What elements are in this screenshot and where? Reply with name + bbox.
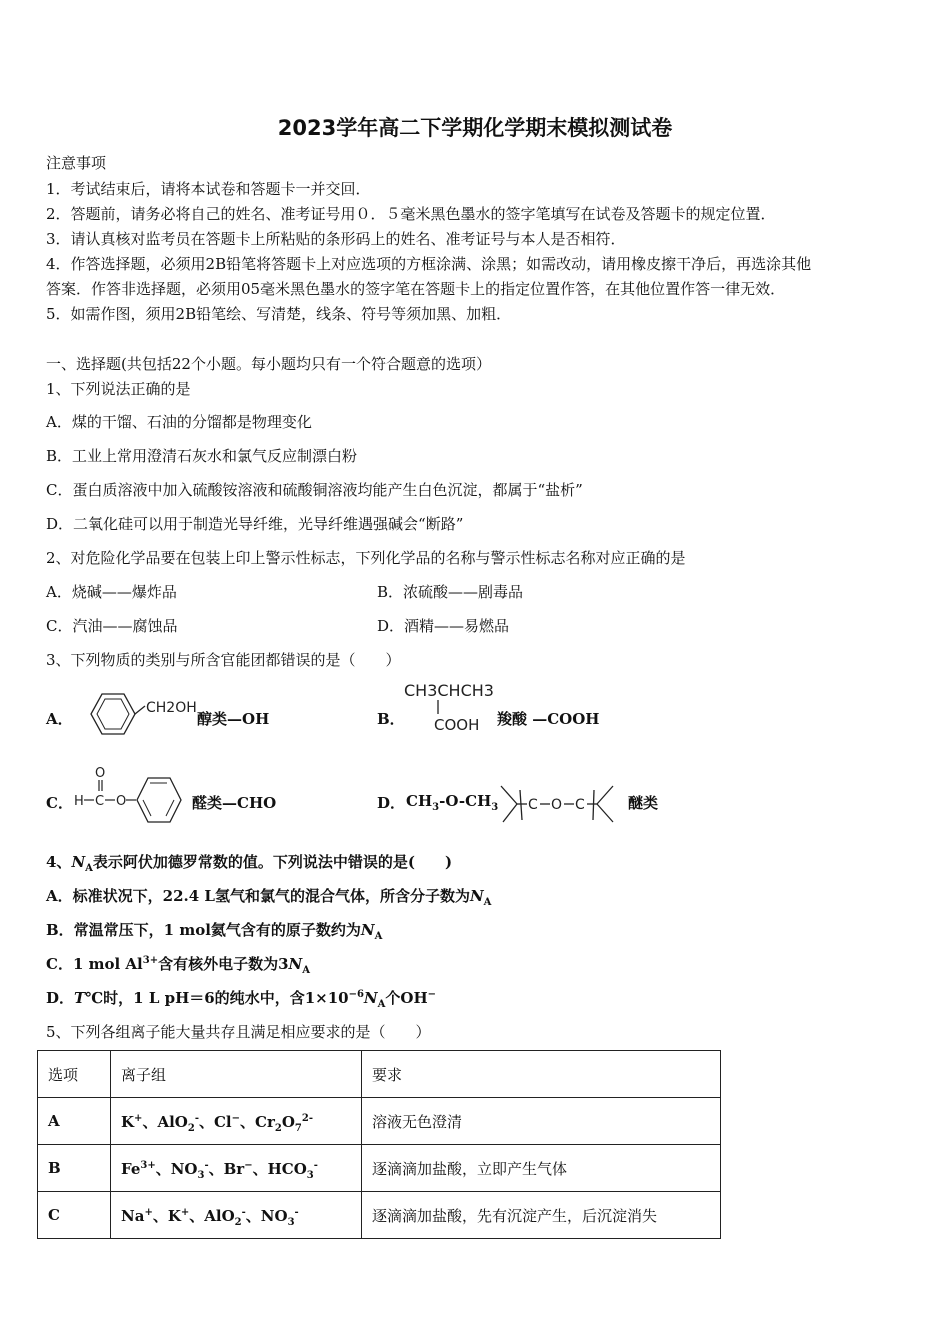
q3-option-b-label: B． <box>377 710 405 728</box>
isobutyric-acid-structure <box>400 676 500 738</box>
q4-option-c: C．1 mol $Al^{3+}$含有核外电子数为$3N_A$ <box>46 955 311 976</box>
ether-o-label: O <box>551 797 563 813</box>
q2-stem: 2、对危险化学品要在包装上印上警示性标志，下列化学品的名称与警示性标志名称对应正确的是 <box>46 549 686 567</box>
q3-option-a-text: 醇类—OH <box>197 710 270 728</box>
ether-c2-label: C <box>575 797 585 813</box>
q2-option-d: D．酒精——易燃品 <box>377 617 510 635</box>
isobutyric-top-label: CH3CHCH3 <box>404 681 494 700</box>
q2-option-c: C．汽油——腐蚀品 <box>46 617 178 635</box>
table-cell-requirement: 逐滴滴加盐酸，立即产生气体 <box>362 1145 721 1192</box>
formate-o1-label: O <box>95 766 106 781</box>
isobutyric-cooh-label: COOH <box>434 716 480 734</box>
q3-option-b-text: 羧酸 —COOH <box>497 710 600 728</box>
q1-stem: 1、下列说法正确的是 <box>46 380 191 398</box>
table-header-cell: 离子组 <box>111 1051 362 1098</box>
q3-option-a-label: A． <box>46 710 73 728</box>
benzyl-ch2oh-label: CH2OH <box>146 700 197 716</box>
table-cell-option: B <box>38 1145 111 1192</box>
q1-option-b: B．工业上常用澄清石灰水和氯气反应制漂白粉 <box>46 447 358 465</box>
formate-c-label: C <box>95 794 105 809</box>
q4-option-a: A．标准状况下，22.4 L氢气和氯气的混合气体，所含分子数为$N_A$ <box>46 887 492 908</box>
table-cell-ions: Na+、K+、AlO$_2$-、$NO_3^-$ <box>111 1192 362 1239</box>
benzyl-alcohol-structure <box>72 684 197 744</box>
table-row <box>38 1098 721 1145</box>
formate-h-label: H <box>74 794 84 809</box>
table-cell-requirement: 溶液无色澄清 <box>362 1098 721 1145</box>
q4-option-d: D．T℃时，1 L pH＝6的纯水中，含$1\times 10^{-6}N_A$个OH− <box>46 989 437 1010</box>
q5-table <box>37 1050 721 1239</box>
table-cell-requirement: 逐滴滴加盐酸，先有沉淀产生，后沉淀消失 <box>362 1192 721 1239</box>
table-row <box>38 1145 721 1192</box>
ether-structure <box>493 776 623 832</box>
table-cell-option: C <box>38 1192 111 1239</box>
q3-option-d-text: 醚类 <box>628 794 659 812</box>
q1-option-d: D．二氧化硅可以用于制造光导纤维，光导纤维遇强碱会“断路” <box>46 515 464 533</box>
notice-item: 4．作答选择题，必须用2B铅笔将答题卡上对应选项的方框涂满、涂黑；如需改动，请用橡皮擦干净后，再选涂其他 <box>46 255 812 273</box>
table-row <box>38 1192 721 1239</box>
q4-option-b: B．常温常压下，1 mol氦气含有的原子数约为$N_A$ <box>46 921 383 942</box>
table-header-cell: 要求 <box>362 1051 721 1098</box>
q2-option-b: B．浓硫酸——剧毒品 <box>377 583 524 601</box>
notice-item: 5．如需作图，须用2B铅笔绘、写清楚，线条、符号等须加黑、加粗． <box>46 305 512 323</box>
notice-item: 3．请认真核对监考员在答题卡上所粘贴的条形码上的姓名、准考证号与本人是否相符． <box>46 230 626 248</box>
table-cell-ions: K+、AlO$_2$-、Cl−、$Cr_2O_7^{2-}$ <box>111 1098 362 1145</box>
table-cell-ions: $Fe^{3+}$、$NO_3^-$、Br−、$HCO_3^-$ <box>111 1145 362 1192</box>
formate-o2-label: O <box>116 794 127 809</box>
q3-stem: 3、下列物质的类别与所含官能团都错误的是（ ） <box>46 651 401 669</box>
q1-option-a: A．煤的干馏、石油的分馏都是物理变化 <box>46 413 312 431</box>
q1-option-c: C．蛋白质溶液中加入硫酸铵溶液和硫酸铜溶液均能产生白色沉淀，都属于“盐析” <box>46 481 583 499</box>
table-header-row <box>38 1051 721 1098</box>
q2-option-a: A．烧碱——爆炸品 <box>46 583 177 601</box>
notice-heading: 注意事项 <box>46 154 107 172</box>
q3-option-d-formula: $CH_3-O-CH_3$ <box>406 792 499 813</box>
ether-c1-label: C <box>528 797 538 813</box>
q5-stem: 5、下列各组离子能大量共存且满足相应要求的是（ ） <box>46 1023 431 1041</box>
q3-option-d-label: D． <box>377 794 406 812</box>
table-header-cell: 选项 <box>38 1051 111 1098</box>
q3-option-c-text: 醛类—CHO <box>192 794 277 812</box>
q3-option-c-label: C． <box>46 794 73 812</box>
q4-stem: 4、$N_A$表示阿伏加德罗常数的值。下列说法中错误的是( ) <box>46 853 453 874</box>
phenyl-formate-structure <box>70 764 190 834</box>
notice-item: 2．答题前，请务必将自己的姓名、准考证号用０．５毫米黑色墨水的签字笔填写在试卷及答题卡的规定位置． <box>46 205 776 223</box>
table-cell-option: A <box>38 1098 111 1145</box>
section-heading: 一、选择题(共包括22个小题。每小题均只有一个符合题意的选项） <box>46 355 491 373</box>
page-title: 2023学年高二下学期化学期末模拟测试卷 <box>277 116 673 140</box>
notice-item: 1．考试结束后，请将本试卷和答题卡一并交回． <box>46 180 371 198</box>
notice-item: 答案．作答非选择题，必须用05毫米黑色墨水的签字笔在答题卡上的指定位置作答，在其他位置作答一律无效． <box>46 280 786 298</box>
